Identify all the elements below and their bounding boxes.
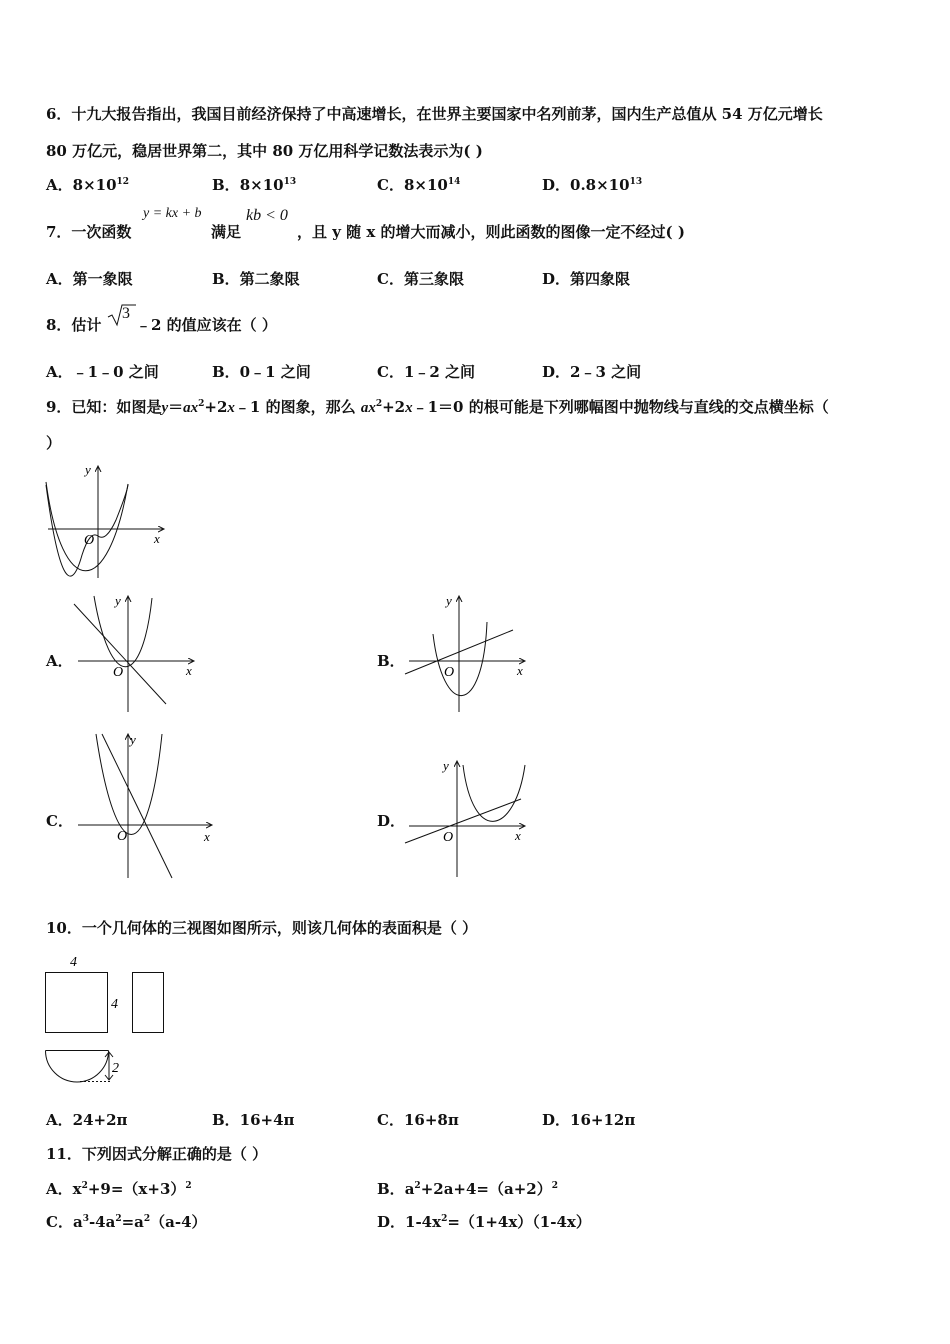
q10-option-c: C．16+8π	[377, 1111, 459, 1129]
q11-option-b: B．$a^2+2a+4=(a+2)^2$	[377, 1180, 558, 1198]
dim-bottom-label: 2	[112, 1061, 119, 1076]
line	[405, 799, 521, 843]
x-axis-label: x	[154, 531, 160, 546]
parabola	[463, 765, 525, 821]
q7-option-a: A．第一象限	[46, 270, 133, 288]
q11-stem: 11．下列因式分解正确的是（ ）	[46, 1145, 268, 1163]
q10-option-a: A．24+2π	[46, 1111, 128, 1129]
q9-option-b-label: B．	[377, 652, 405, 670]
q9-option-a-graph	[72, 590, 202, 715]
origin-label: O	[84, 533, 95, 548]
q9-option-c-graph	[72, 728, 222, 883]
x-axis-label: x	[204, 829, 210, 844]
q8-option-d: D．2﹣3 之间	[542, 363, 642, 381]
q9-option-a-label: A．	[46, 652, 73, 670]
q9-option-d-label: D．	[377, 812, 406, 830]
line	[102, 734, 172, 878]
q6-option-c: C．$8\times 10^{14}$	[377, 176, 461, 194]
origin-label: O	[117, 829, 128, 844]
sqrt-sign-icon	[106, 303, 136, 327]
q9-main-graph	[44, 460, 174, 585]
x-axis-label: x	[186, 663, 192, 678]
q7-prefix: 7．一次函数	[46, 223, 132, 241]
q8-prefix: 8．估计	[46, 316, 102, 334]
q10-option-d: D．16+12π	[542, 1111, 636, 1129]
side-view	[133, 973, 164, 1033]
y-axis-label: y	[85, 462, 91, 477]
q9-stem-line2: ）	[46, 434, 62, 452]
q6-option-d: D．$0.8\times 10^{13}$	[542, 176, 643, 194]
q11-option-d: D．$1-4x^2=(1+4x)(1-4x)$	[377, 1213, 591, 1231]
q7-option-c: C．第三象限	[377, 270, 464, 288]
dim-side-label: 4	[111, 997, 118, 1012]
x-axis-label: x	[515, 828, 521, 843]
q8-radicand: 3	[122, 305, 130, 322]
parabola	[94, 596, 152, 667]
q11-option-a: A．$x^2+9=(x+3)^2$	[46, 1180, 192, 1198]
q9-option-b-graph	[403, 590, 533, 715]
origin-label: O	[113, 665, 124, 680]
q11-option-c: C．$a^3-4a^2=a^2(a-4)$	[46, 1213, 207, 1231]
y-axis-label: y	[446, 593, 452, 608]
parabola	[96, 734, 162, 835]
origin-label: O	[443, 830, 454, 845]
x-axis-label: x	[517, 663, 523, 678]
q8-option-a: A．﹣1﹣0 之间	[46, 363, 159, 381]
y-axis-label: y	[115, 593, 121, 608]
q7-option-d: D．第四象限	[542, 270, 631, 288]
q10-stem: 10．一个几何体的三视图如图所示，则该几何体的表面积是（ ）	[46, 919, 478, 937]
y-axis-label: y	[130, 732, 136, 747]
q10-option-b: B．16+4π	[212, 1111, 295, 1129]
top-view-semicircle	[46, 1051, 109, 1083]
q7-option-b: B．第二象限	[212, 270, 300, 288]
q8-option-c: C．1﹣2 之间	[377, 363, 476, 381]
q6-option-a: A．$8\times 10^{12}$	[46, 176, 130, 194]
q7-formula-kb: kb < 0	[246, 207, 288, 224]
q7-mid: 满足	[211, 223, 242, 241]
line	[74, 604, 166, 704]
q7-suffix: ，且 y 随 x 的增大而减小，则此函数的图像一定不经过( )	[297, 223, 685, 241]
q9-option-d-graph	[403, 755, 533, 880]
q6-stem-line1: 6．十九大报告指出，我国目前经济保持了中高速增长，在世界主要国家中名列前茅，国内生产总值从 54 万亿元增长	[46, 105, 823, 123]
y-axis-label: y	[443, 758, 449, 773]
q9-stem-line1: 9．已知：如图是$y=ax^2+2x﹣1$ 的图象，那么 $ax^2+2x﹣1=0$ 的根可能是下列哪幅图中抛物线与直线的交点横坐标（	[46, 398, 829, 416]
q6-stem-line2: 80 万亿元，稳居世界第二，其中 80 万亿用科学记数法表示为( )	[46, 142, 483, 160]
q10-three-views	[44, 950, 174, 1090]
q9-option-c-label: C．	[46, 812, 73, 830]
q8-suffix: ﹣2 的值应该在（ ）	[136, 316, 277, 334]
front-view	[46, 973, 108, 1033]
origin-label: O	[444, 665, 455, 680]
q7-formula-linear: y = kx + b	[143, 206, 202, 221]
dim-top-label: 4	[70, 955, 77, 970]
parabola	[46, 482, 128, 571]
q8-option-b: B．0﹣1 之间	[212, 363, 311, 381]
q6-option-b: B．$8\times 10^{13}$	[212, 176, 297, 194]
